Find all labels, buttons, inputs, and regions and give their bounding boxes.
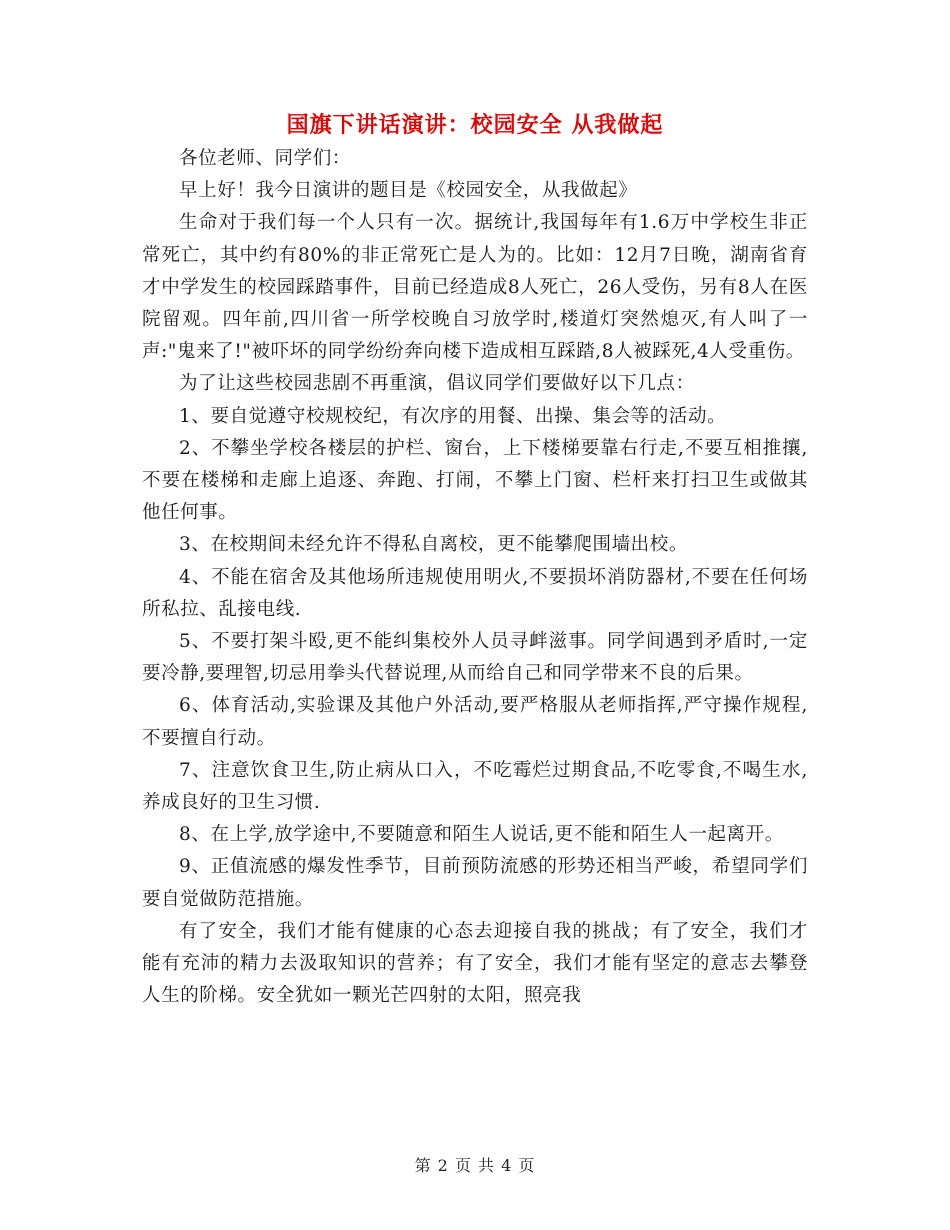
paragraph-item-7: 7、注意饮食卫生,防止病从口入，不吃霉烂过期食品,不吃零食,不喝生水,养成良好的卫生习惯. [142,759,808,814]
paragraph-item-1: 1、要自觉遵守校规校纪，有次序的用餐、出操、集会等的活动。 [179,405,727,427]
paragraph-item-9: 9、正值流感的爆发性季节，目前预防流感的形势还相当严峻，希望同学们要自觉做防范措施。 [142,856,808,910]
document-title: 国旗下讲话演讲：校园安全 从我做起 [286,112,664,138]
page-number-footer: 第 2 页 共 4 页 [414,1156,536,1175]
paragraph-statistics: 生命对于我们每一个人只有一次。据统计,我国每年有1.6万中学校生非正常死亡，其中约有80%的非正常死亡是人为的。比如：12月7日晚，湖南省育才中学发生的校园踩踏事件，目前已经造成8人死亡，26人受伤，另有8人在医院留观。四年前,四川省一所学校晚自习放学时,楼道灯突然熄灭,有人叫了一声:"鬼来了!"被吓坏的同学纷纷奔向楼下造成相互踩踏,8人被踩死,4人受重伤。 [142,212,808,363]
paragraph-item-6: 6、体育活动,实验课及其他户外活动,要严格服从老师指挥,严守操作规程,不要擅自行动。 [142,695,808,749]
paragraph-item-5: 5、不要打架斗殴,更不能纠集校外人员寻衅滋事。同学间遇到矛盾时,一定要冷静,要理智,切忌用拳头代替说理,从而给自己和同学带来不良的后果。 [142,631,808,685]
paragraph-conclusion: 有了安全，我们才能有健康的心态去迎接自我的挑战；有了安全，我们才能有充沛的精力去汲取知识的营养；有了安全，我们才能有坚定的意志去攀登人生的阶梯。安全犹如一颗光芒四射的太阳，照亮我 [142,920,808,1007]
paragraph-item-8: 8、在上学,放学途中,不要随意和陌生人说话,更不能和陌生人一起离开。 [179,824,784,846]
paragraph-greeting: 各位老师、同学们： [179,148,351,169]
paragraph-item-4: 4、不能在宿舍及其他场所违规使用明火,不要损坏消防器材,不要在任何场所私拉、乱接电线. [142,566,808,620]
paragraph-proposal: 为了让这些校园悲剧不再重演，倡议同学们要做好以下几点： [179,373,695,395]
paragraph-intro: 早上好！我今日演讲的题目是《校园安全，从我做起》 [179,180,638,202]
paragraph-item-2: 2、不攀坐学校各楼层的护栏、窗台，上下楼梯要靠右行走,不要互相推攘,不要在楼梯和走廊上追逐、奔跑、打闹，不攀上门窗、栏杆来打扫卫生或做其他任何事。 [142,437,808,524]
paragraph-item-3: 3、在校期间未经允许不得私自离校，更不能攀爬围墙出校。 [179,534,688,556]
document-body [142,143,808,1012]
